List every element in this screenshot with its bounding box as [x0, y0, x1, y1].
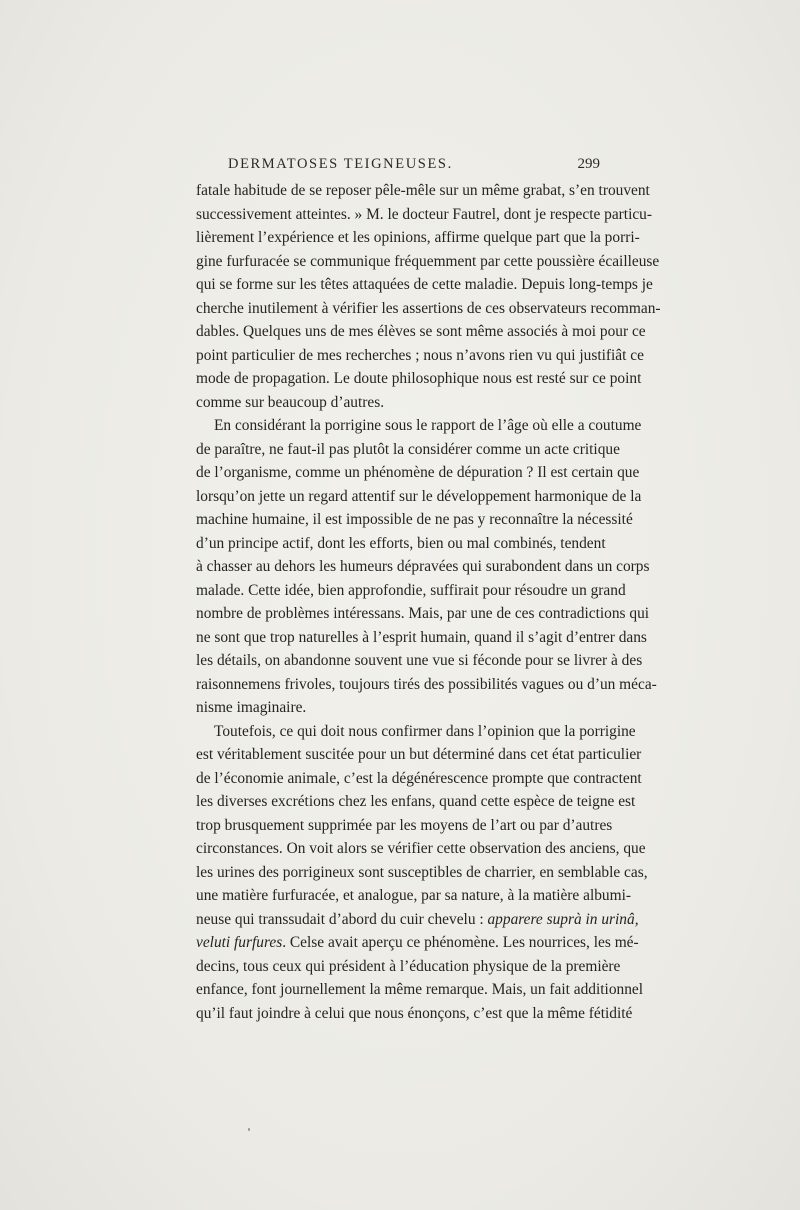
text-line: d’un principe actif, dont les efforts, bien ou mal combinés, tendent: [196, 534, 606, 552]
latin-line-roman: . Celse avait aperçu ce phénomène. Les nourrices, les mé-: [282, 934, 639, 951]
paragraph-3: [196, 720, 648, 1026]
text-line: fatale habitude de se reposer pêle-mêle sur un même grabat, s’en trouvent: [196, 182, 650, 199]
text-line: En considérant la porrigine sous le rapport de l’âge où elle a coutume: [214, 417, 642, 434]
text-line: gine furfuracée se communique fréquemment par cette poussière écailleuse: [196, 252, 660, 270]
text-line: trop brusquement supprimée par les moyens de l’art ou par d’autres: [196, 816, 613, 834]
paragraph-2: [196, 414, 657, 720]
text-line: les urines des porrigineux sont susceptibles de charrier, en semblable cas,: [196, 863, 648, 881]
text-line: raisonnemens frivoles, toujours tirés des possibilités vagues ou d’un méca-: [196, 675, 657, 693]
text-line: lorsqu’on jette un regard attentif sur le développement harmonique de la: [196, 487, 642, 505]
running-head: DERMATOSES TEIGNEUSES.: [228, 156, 453, 172]
text-line: lièrement l’expérience et les opinions, affirme quelque part que la porri-: [196, 229, 640, 246]
text-line: Toutefois, ce qui doit nous confirmer dans l’opinion que la porrigine: [214, 722, 636, 740]
page-number: 299: [577, 156, 600, 172]
text-line: comme sur beaucoup d’autres.: [196, 393, 385, 411]
text-line: ne sont que trop naturelles à l’esprit humain, quand il s’agit d’entrer dans: [196, 628, 647, 646]
text-line: nisme imaginaire.: [196, 699, 307, 716]
paper-speck: [248, 1128, 250, 1131]
text-line-latin: [196, 931, 639, 955]
text-line: qui se forme sur les têtes attaquées de cette maladie. Depuis long-temps je: [196, 276, 653, 293]
text-line: les détails, on abandonne souvent une vue si féconde pour se livrer à des: [196, 652, 643, 669]
text-line: dables. Quelques uns de mes élèves se sont même associés à moi pour ce: [196, 323, 646, 340]
text-line: qu’il faut joindre à celui que nous énonçons, c’est que la même fétidité: [196, 1004, 633, 1022]
text-line: les diverses excrétions chez les enfans, quand cette espèce de teigne est: [196, 793, 636, 810]
text-line: à chasser au dehors les humeurs dépravées qui surabondent dans un corps: [196, 558, 650, 575]
latin-quote: apparere suprà in urinâ,: [487, 910, 639, 928]
text-line: est véritablement suscitée pour un but déterminé dans cet état particulier: [196, 746, 642, 763]
text-line: de paraître, ne faut-il pas plutôt la considérer comme un acte critique: [196, 440, 620, 458]
text-line: enfance, font journellement la même remarque. Mais, un fait additionnel: [196, 981, 644, 998]
text-line: machine humaine, il est impossible de ne pas y reconnaître la nécessité: [196, 511, 633, 528]
body-text: [196, 179, 661, 1025]
latin-quote: veluti furfures: [196, 934, 283, 951]
text-line: nombre de problèmes intéressans. Mais, par une de ces contradictions qui: [196, 605, 650, 622]
paragraph-1: [196, 179, 661, 414]
text-line: de l’économie animale, c’est la dégénérescence prompte que contractent: [196, 769, 642, 787]
text-line: une matière furfuracée, et analogue, par sa nature, à la matière albumi-: [196, 887, 631, 904]
text-line: successivement atteintes. » M. le docteur Fautrel, dont je respecte particu-: [196, 205, 653, 223]
text-line: decins, tous ceux qui président à l’éducation physique de la première: [196, 957, 621, 975]
text-line: de l’organisme, comme un phénomène de dépuration ? Il est certain que: [196, 464, 640, 481]
text-line-latin: [196, 908, 639, 932]
text-line: cherche inutilement à vérifier les assertions de ces observateurs recomman-: [196, 299, 661, 317]
text-line: circonstances. On voit alors se vérifier cette observation des anciens, que: [196, 840, 646, 857]
text-line: mode de propagation. Le doute philosophique nous est resté sur ce point: [196, 370, 642, 387]
text-line: point particulier de mes recherches ; nous n’avons rien vu qui justifiât ce: [196, 346, 644, 364]
latin-line-roman: neuse qui transsudait d’abord du cuir chevelu :: [196, 910, 488, 928]
text-line: malade. Cette idée, bien approfondie, suffirait pour résoudre un grand: [196, 581, 626, 599]
